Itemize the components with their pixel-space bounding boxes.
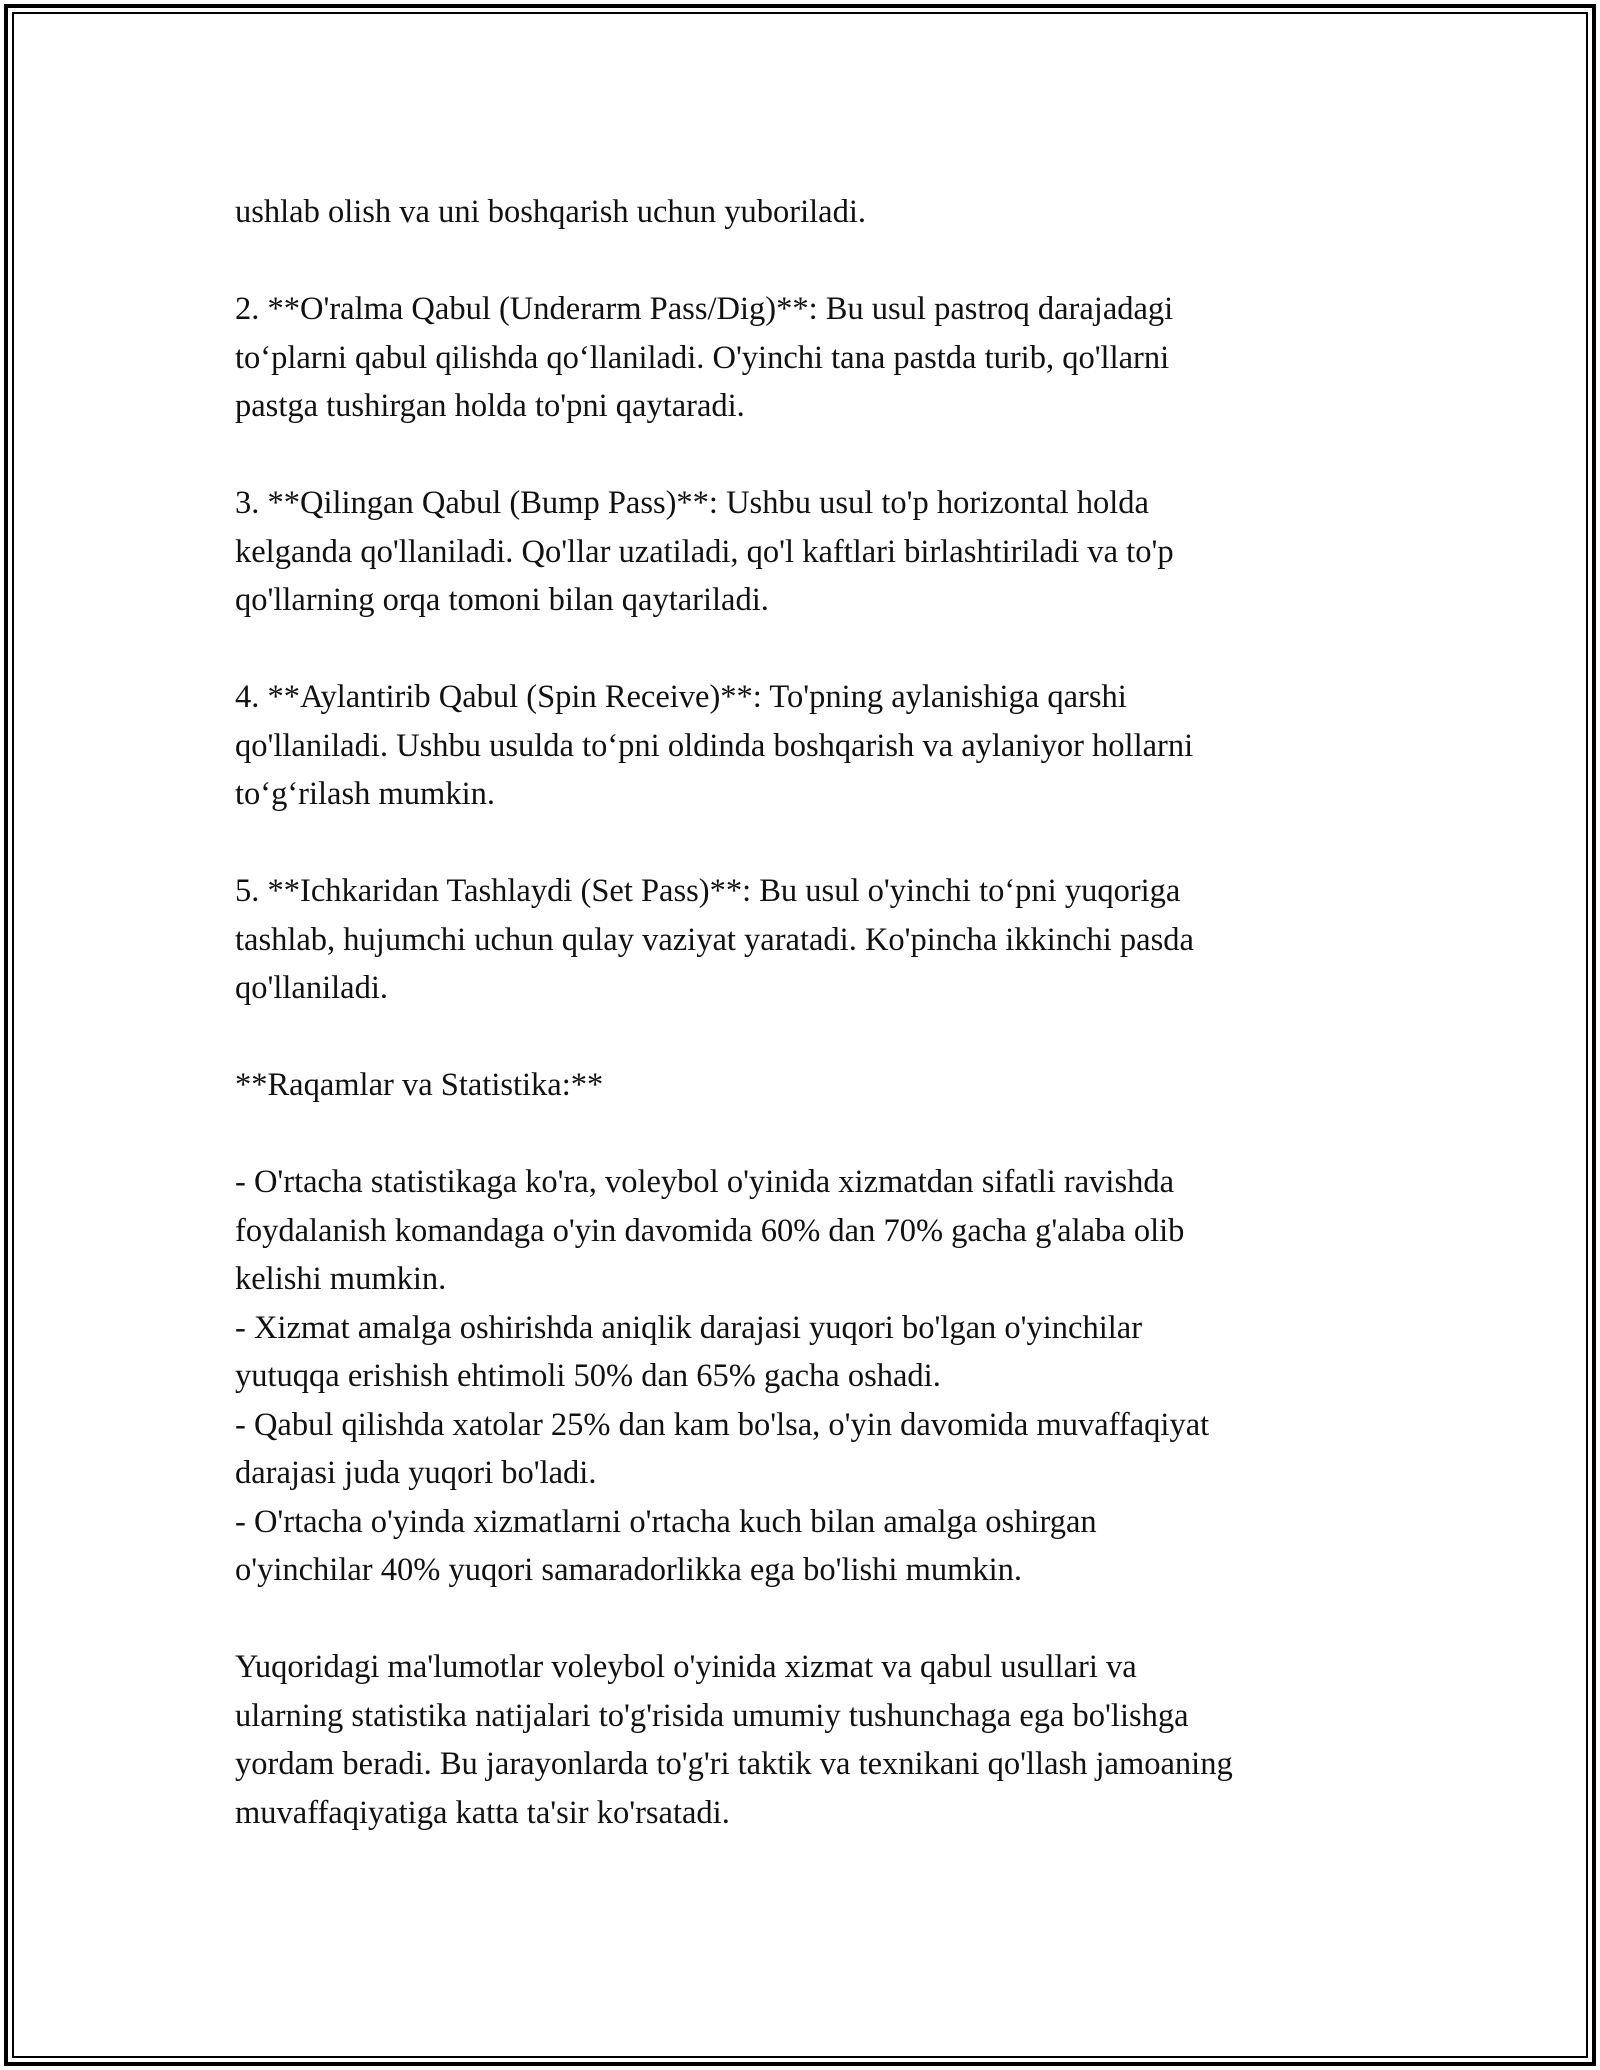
text-line: qo'llaniladi.	[235, 970, 388, 1006]
paragraph	[235, 1061, 1385, 1110]
paragraph	[235, 1643, 1385, 1837]
text-line: 2. **O'ralma Qabul (Underarm Pass/Dig)**: Bu usul pastroq darajadagi	[235, 291, 1174, 327]
paragraph	[235, 673, 1385, 819]
paragraph	[235, 479, 1385, 625]
text-line: Yuqoridagi ma'lumotlar voleybol o'yinida xizmat va qabul usullari va	[235, 1649, 1137, 1685]
text-line: - O'rtacha statistikaga ko'ra, voleybol o'yinida xizmatdan sifatli ravishda	[235, 1164, 1175, 1200]
text-line: to‘plarni qabul qilishda qo‘llaniladi. O'yinchi tana pastda turib, qo'llarni	[235, 339, 1170, 376]
text-line: yutuqqa erishish ehtimoli 50% dan 65% gacha oshadi.	[235, 1358, 941, 1394]
text-line: kelishi mumkin.	[235, 1261, 447, 1297]
document-body	[235, 188, 1385, 1837]
text-line: muvaffaqiyatiga katta ta'sir ko'rsatadi.	[235, 1794, 730, 1831]
text-line: 4. **Aylantirib Qabul (Spin Receive)**: To'pning aylanishiga qarshi	[235, 679, 1127, 715]
text-line: 5. **Ichkaridan Tashlaydi (Set Pass)**: Bu usul o'yinchi to‘pni yuqoriga	[235, 873, 1181, 909]
text-line: tashlab, hujumchi uchun qulay vaziyat yaratadi. Ko'pincha ikkinchi pasda	[235, 921, 1194, 958]
text-line: - O'rtacha o'yinda xizmatlarni o'rtacha kuch bilan amalga oshirgan	[235, 1503, 1097, 1540]
text-line: o'yinchilar 40% yuqori samaradorlikka ega bo'lishi mumkin.	[235, 1552, 1023, 1588]
text-line: kelganda qo'llaniladi. Qo'llar uzatiladi, qo'l kaftlari birlashtiriladi va to'p	[235, 533, 1174, 570]
paragraph	[235, 1158, 1385, 1595]
text-line: 3. **Qilingan Qabul (Bump Pass)**: Ushbu usul to'p horizontal holda	[235, 485, 1149, 521]
paragraph	[235, 867, 1385, 1013]
paragraph	[235, 188, 1385, 237]
text-line: qo'llarning orqa tomoni bilan qaytariladi.	[235, 582, 769, 618]
text-line: **Raqamlar va Statistika:**	[235, 1067, 604, 1103]
text-line: - Xizmat amalga oshirishda aniqlik darajasi yuqori bo'lgan o'yinchilar	[235, 1309, 1143, 1346]
text-line: qo'llaniladi. Ushbu usulda to‘pni oldinda boshqarish va aylaniyor hollarni	[235, 727, 1194, 764]
text-line: - Qabul qilishda xatolar 25% dan kam bo'lsa, o'yin davomida muvaffaqiyat	[235, 1406, 1210, 1443]
text-line: pastga tushirgan holda to'pni qaytaradi.	[235, 388, 745, 424]
text-line: to‘g‘rilash mumkin.	[235, 776, 495, 812]
text-line: ushlab olish va uni boshqarish uchun yuboriladi.	[235, 194, 866, 230]
text-line: darajasi juda yuqori bo'ladi.	[235, 1455, 597, 1491]
text-line: foydalanish komandaga o'yin davomida 60% dan 70% gacha g'alaba olib	[235, 1212, 1185, 1249]
paragraph	[235, 285, 1385, 431]
text-line: ularning statistika natijalari to'g'risida umumiy tushunchaga ega bo'lishga	[235, 1697, 1189, 1734]
text-line: yordam beradi. Bu jarayonlarda to'g'ri taktik va texnikani qo'llash jamoaning	[235, 1746, 1233, 1782]
